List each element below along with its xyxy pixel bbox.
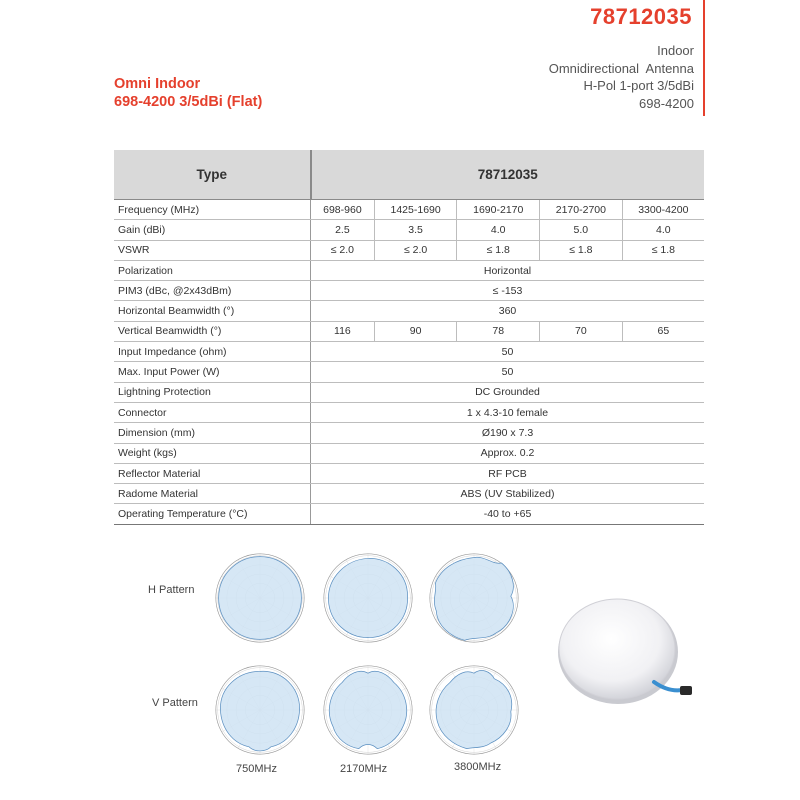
h-pattern-750mhz-plot: [214, 552, 306, 644]
cell-value: ≤ 1.8: [540, 240, 623, 260]
row-label: Gain (dBi): [114, 220, 311, 240]
v-pattern-label: V Pattern: [152, 697, 198, 709]
h-pattern-2170mhz-plot: [322, 552, 414, 644]
cell-value: 90: [374, 321, 457, 341]
product-title-line-1: Omni Indoor: [114, 76, 201, 92]
row-label: Horizontal Beamwidth (°): [114, 301, 311, 321]
radiation-lobe: [434, 557, 513, 640]
radiation-lobe: [329, 671, 406, 748]
row-label: Polarization: [114, 260, 311, 280]
table-row: [114, 504, 704, 524]
cell-value: 1425-1690: [374, 200, 457, 220]
row-label: Vertical Beamwidth (°): [114, 321, 311, 341]
radiation-lobe: [220, 671, 299, 751]
cell-value: 1 x 4.3-10 female: [311, 402, 705, 422]
table-row: [114, 443, 704, 463]
cell-value: Horizontal: [311, 260, 705, 280]
cell-value: 2.5: [311, 220, 375, 240]
table-row: [114, 260, 704, 280]
cell-value: ≤ 2.0: [374, 240, 457, 260]
cell-value: ≤ 1.8: [457, 240, 540, 260]
cell-value: 3.5: [374, 220, 457, 240]
radiation-lobe: [219, 557, 302, 640]
description-line-2: Omnidirectional Antenna: [548, 60, 694, 76]
cell-value: DC Grounded: [311, 382, 705, 402]
freq-label-3800: 3800MHz: [454, 761, 502, 773]
row-label: Frequency (MHz): [114, 200, 311, 220]
header-type-label: Type: [114, 150, 311, 200]
cell-value: 360: [311, 301, 705, 321]
table-header-row: [114, 150, 704, 200]
cell-value: ≤ 2.0: [311, 240, 375, 260]
product-description: [549, 42, 694, 112]
row-label: VSWR: [114, 240, 311, 260]
table-row: [114, 382, 704, 402]
cell-value: 4.0: [457, 220, 540, 240]
header-model-value: 78712035: [311, 150, 705, 200]
cell-value: 5.0: [540, 220, 623, 240]
description-line-4: 698-4200: [639, 95, 694, 111]
v-pattern-3800mhz-plot: [428, 664, 520, 756]
row-label: Radome Material: [114, 484, 311, 504]
cell-value: 70: [540, 321, 623, 341]
table-row: [114, 362, 704, 382]
product-title-line-2: 698-4200 3/5dBi (Flat): [114, 94, 263, 110]
spec-table: [114, 150, 704, 525]
h-pattern-3800mhz-plot: [428, 552, 520, 644]
radiation-lobe: [436, 671, 512, 749]
antenna-product-image: [550, 598, 710, 738]
cell-value: 50: [311, 342, 705, 362]
row-label: PIM3 (dBc, @2x43dBm): [114, 281, 311, 301]
table-row: [114, 342, 704, 362]
table-row: [114, 321, 704, 341]
cell-value: 698-960: [311, 200, 375, 220]
table-row: [114, 220, 704, 240]
table-row: [114, 423, 704, 443]
row-label: Operating Temperature (°C): [114, 504, 311, 524]
cell-value: 78: [457, 321, 540, 341]
cell-value: 50: [311, 362, 705, 382]
table-row: [114, 402, 704, 422]
row-label: Connector: [114, 402, 311, 422]
cell-value: 116: [311, 321, 375, 341]
table-row: [114, 281, 704, 301]
freq-label-750: 750MHz: [236, 763, 277, 775]
row-label: Lightning Protection: [114, 382, 311, 402]
row-label: Input Impedance (ohm): [114, 342, 311, 362]
cell-value: ≤ 1.8: [622, 240, 704, 260]
table-row: [114, 301, 704, 321]
cell-value: 4.0: [622, 220, 704, 240]
cell-value: Ø190 x 7.3: [311, 423, 705, 443]
table-row: [114, 200, 704, 220]
freq-label-2170: 2170MHz: [340, 763, 388, 775]
table-row: [114, 463, 704, 483]
cell-value: Approx. 0.2: [311, 443, 705, 463]
row-label: Weight (kgs): [114, 443, 311, 463]
cell-value: 3300-4200: [622, 200, 704, 220]
table-row: [114, 240, 704, 260]
accent-rule: [703, 0, 705, 116]
cell-value: 65: [622, 321, 704, 341]
row-label: Dimension (mm): [114, 423, 311, 443]
cell-value: ABS (UV Stabilized): [311, 484, 705, 504]
radiation-lobe: [328, 558, 407, 637]
cell-value: 2170-2700: [540, 200, 623, 220]
cell-value: ≤ -153: [311, 281, 705, 301]
row-label: Max. Input Power (W): [114, 362, 311, 382]
cell-value: RF PCB: [311, 463, 705, 483]
v-pattern-2170mhz-plot: [322, 664, 414, 756]
h-pattern-label: H Pattern: [148, 584, 195, 596]
cell-value: 1690-2170: [457, 200, 540, 220]
description-line-1: Indoor: [657, 43, 694, 58]
v-pattern-750mhz-plot: [214, 664, 306, 756]
cell-value: -40 to +65: [311, 504, 705, 524]
row-label: Reflector Material: [114, 463, 311, 483]
table-row: [114, 484, 704, 504]
description-line-3: H-Pol 1-port 3/5dBi: [583, 78, 694, 93]
model-number: 78712035: [590, 4, 692, 29]
product-title: [114, 75, 262, 111]
